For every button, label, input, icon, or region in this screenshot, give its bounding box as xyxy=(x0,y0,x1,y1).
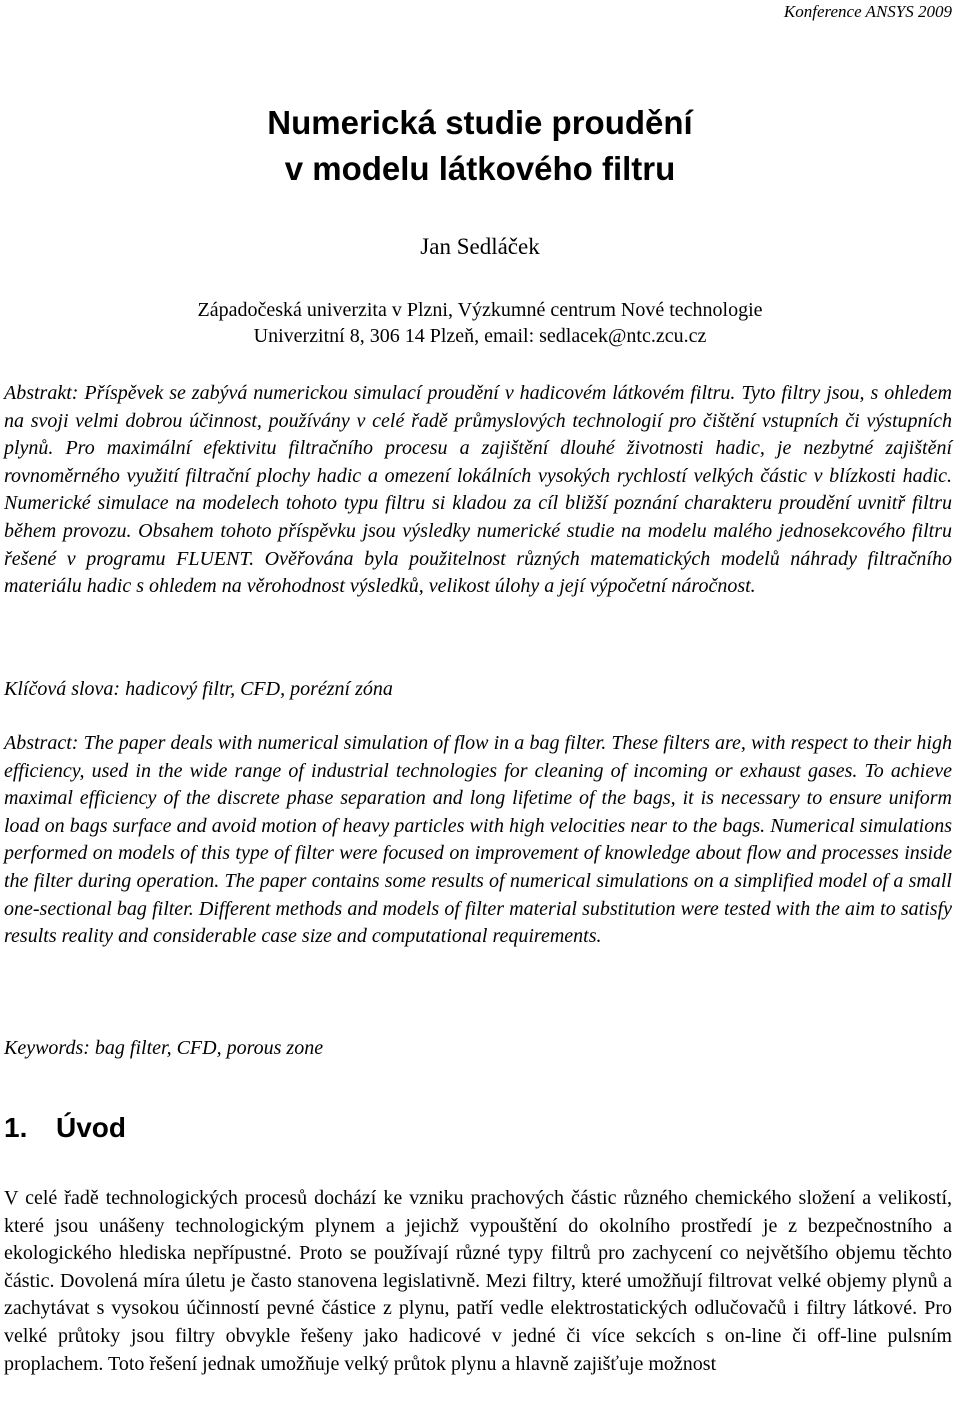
section-heading xyxy=(4,1112,126,1144)
paper-title xyxy=(0,100,960,192)
running-header: Konference ANSYS 2009 xyxy=(783,2,952,21)
author-name: Jan Sedláček xyxy=(420,234,540,259)
keywords-czech: Klíčová slova: hadicový filtr, CFD, porézní zóna xyxy=(4,678,393,700)
section-number: 1. xyxy=(4,1112,28,1143)
title-line-1: Numerická studie proudění xyxy=(267,104,693,141)
intro-paragraph: V celé řadě technologických procesů dochází ke vzniku prachových částic různého chemického složení a velikostí, které jsou unášeny technologickým plynem a jejichž vypouštění do okolního prostředí je z bezpečnostního a ekologického hlediska nepřípustné. Proto se používají různé typy filtrů pro zachycení co největšího objemu těchto částic. Dovolená míra úletu je často stanovena legislativně. Mezi filtry, které umožňují filtrovat velké objemy plynů a zachytávat s vysokou účinností pevné částice z plynu, patří vedle elektrostatických odlučovačů i filtry látkové. Pro velké průtoky jsou filtry obvykle řešeny jako hadicové v jedné či více sekcích s on-line či off-line pulsním proplachem. Toto řešení jednak umožňuje velký průtok plynu a hlavně zajišťuje možnost xyxy=(4,1187,952,1375)
abstract-english: Abstract: The paper deals with numerical simulation of flow in a bag filter. These filters are, with respect to their high efficiency, used in the wide range of industrial technologies for cleaning of incoming or exhaust gases. To achieve maximal efficiency of the discrete phase separation and long lifetime of the bags, it is necessary to ensure uniform load on bags surface and avoid motion of heavy particles with high velocities near to the bags. Numerical simulations performed on models of this type of filter were focused on improvement of knowledge about flow and processes inside the filter during operation. The paper contains some results of numerical simulations on a simplified model of a small one-sectional bag filter. Different methods and models of filter material substitution were tested with the aim to satisfy results reality and considerable case size and computational requirements. xyxy=(4,732,952,948)
affiliation-line-2: Univerzitní 8, 306 14 Plzeň, email: sedlacek@ntc.zcu.cz xyxy=(253,325,707,347)
affiliation xyxy=(0,297,960,349)
keywords-english: Keywords: bag filter, CFD, porous zone xyxy=(4,1037,324,1059)
affiliation-line-1: Západočeská univerzita v Plzni, Výzkumné centrum Nové technologie xyxy=(197,299,763,321)
title-line-2: v modelu látkového filtru xyxy=(284,150,676,187)
section-title: Úvod xyxy=(56,1112,126,1143)
abstract-czech: Abstrakt: Příspěvek se zabývá numerickou simulací proudění v hadicovém látkovém filtru. Tyto filtry jsou, s ohledem na svoji velmi dobrou účinnost, používány v celé řadě průmyslových technologií pro čištění vstupních či výstupních plynů. Pro maximální efektivitu filtračního procesu a zajištění dlouhé životnosti hadic, je nezbytné zajištění rovnoměrného využití filtrační plochy hadic a omezení lokálních vysokých rychlostí velkých částic v blízkosti hadic. Numerické simulace na modelech tohoto typu filtru si kladou za cíl bližší poznání charakteru proudění uvnitř filtru během provozu. Obsahem tohoto příspěvku jsou výsledky numerické studie na modelu malého jednosekcového filtru řešené v programu FLUENT. Ověřována byla použitelnost různých matematických modelů náhrady filtračního materiálu hadic s ohledem na věrohodnost výsledků, velikost úlohy a její výpočetní náročnost. xyxy=(4,382,952,598)
